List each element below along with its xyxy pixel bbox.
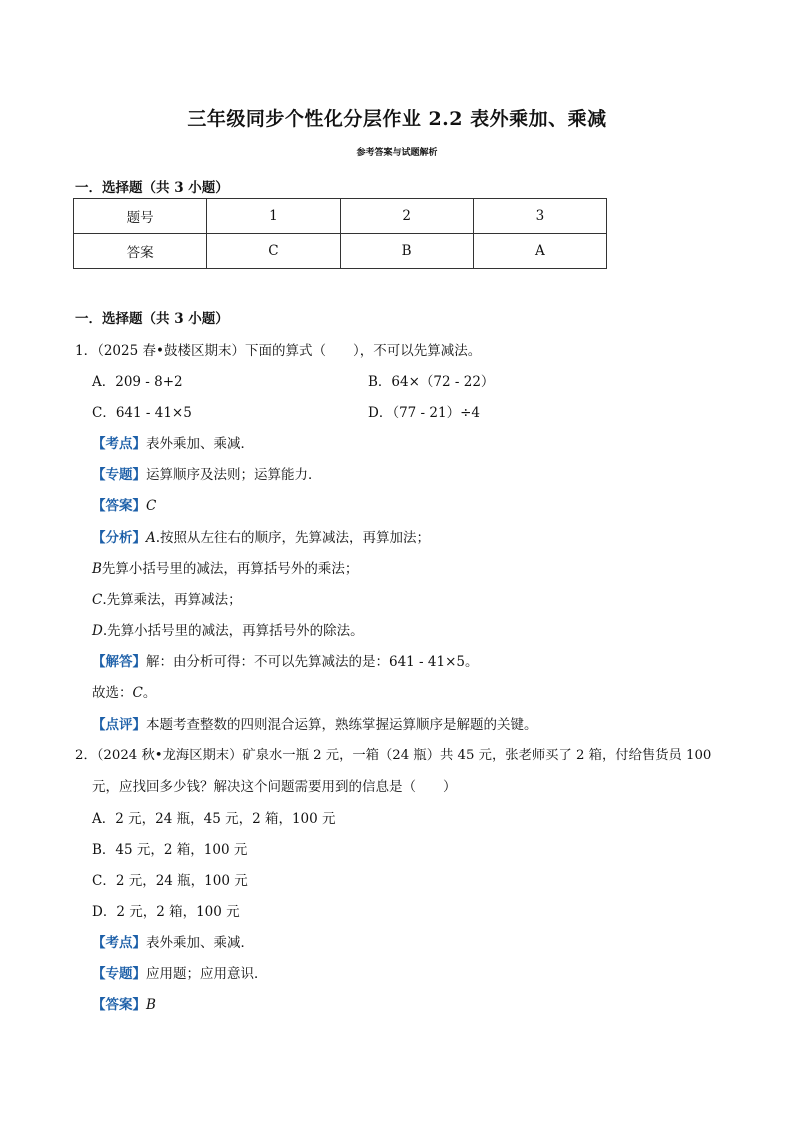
q1-option-a: A．209 - 8+2: [92, 374, 183, 390]
q1-guxuan: [92, 681, 156, 701]
fenxi-text-a: .按照从左往右的顺序，先算减法，再算加法；: [155, 530, 431, 546]
q1-zhuanti: [92, 463, 322, 483]
guxuan-prefix: 故选：: [92, 685, 133, 701]
answer-tag: 【答案】: [92, 498, 146, 514]
table-cell: C: [207, 234, 340, 269]
table-cell: 3: [473, 199, 606, 234]
section-heading-solutions: 一．选择题（共 3 小题）: [75, 311, 229, 327]
q1-fenxi-c: [92, 588, 242, 608]
q2-option-d: D．2 元，2 箱，100 元: [92, 904, 240, 920]
question-1-stem: 1．（2025 春•鼓楼区期末）下面的算式（ ），不可以先算减法。: [75, 343, 482, 359]
q1-answer: [92, 494, 156, 514]
q2-option-c: C．2 元，24 瓶，100 元: [92, 873, 248, 889]
q1-fenxi: [92, 526, 430, 546]
zhuanti-text: 应用题；应用意识．: [146, 966, 268, 982]
answer-text: C: [146, 498, 157, 514]
section-heading-answer-key: 一．选择题（共 3 小题）: [75, 180, 229, 196]
q2-answer: [92, 993, 156, 1013]
fenxi-text-b: 先算小括号里的减法，再算括号外的乘法；: [101, 561, 359, 577]
fenxi-text-d: .先算小括号里的减法，再算括号外的除法。: [102, 623, 364, 639]
question-2-stem-line2: 元，应找回多少钱？解决这个问题需要用到的信息是（ ）: [92, 779, 457, 795]
fenxi-letter-c: C: [92, 592, 103, 608]
kaodian-text: 表外乘加、乘减．: [146, 436, 254, 452]
q1-fenxi-b: [92, 557, 358, 577]
fenxi-letter-b: B: [92, 561, 102, 577]
kaodian-text: 表外乘加、乘减．: [146, 935, 254, 951]
q2-option-b: B．45 元，2 箱，100 元: [92, 842, 248, 858]
jieda-text: 解：由分析可得：不可以先算减法的是：641 - 41×5。: [146, 654, 479, 670]
page-title: 三年级同步个性化分层作业 2.2 表外乘加、乘减: [187, 108, 607, 130]
q1-kaodian: [92, 432, 254, 452]
q1-option-d: D．（77 - 21）÷4: [368, 405, 480, 421]
page-subtitle: 参考答案与试题解析: [356, 148, 438, 158]
table-cell: 1: [207, 199, 340, 234]
answer-table: [73, 198, 607, 269]
guxuan-letter: C: [132, 685, 143, 701]
fenxi-letter-a: A: [146, 530, 156, 546]
q1-option-c: C．641 - 41×5: [92, 405, 192, 421]
q2-zhuanti: [92, 962, 268, 982]
kaodian-tag: 【考点】: [92, 935, 146, 951]
table-cell: B: [340, 234, 473, 269]
table-cell: A: [473, 234, 606, 269]
table-cell: 答案: [74, 234, 207, 269]
jieda-tag: 【解答】: [92, 654, 146, 670]
answer-tag: 【答案】: [92, 997, 146, 1013]
answer-text: B: [146, 997, 156, 1013]
table-cell: 2: [340, 199, 473, 234]
zhuanti-text: 运算顺序及法则；运算能力．: [146, 467, 322, 483]
q1-jieda: [92, 650, 479, 670]
q1-fenxi-d: [92, 619, 364, 639]
table-row: [74, 234, 607, 269]
fenxi-text-c: .先算乘法，再算减法；: [102, 592, 242, 608]
table-cell: 题号: [74, 199, 207, 234]
table-row: [74, 199, 607, 234]
fenxi-tag: 【分析】: [92, 530, 146, 546]
q2-kaodian: [92, 931, 254, 951]
dianping-tag: 【点评】: [92, 717, 146, 733]
q2-option-a: A．2 元，24 瓶，45 元，2 箱，100 元: [92, 811, 336, 827]
zhuanti-tag: 【专题】: [92, 467, 146, 483]
guxuan-suffix: 。: [142, 685, 157, 701]
q1-dianping: [92, 713, 538, 733]
q1-option-b: B．64×（72 - 22）: [368, 374, 495, 390]
zhuanti-tag: 【专题】: [92, 966, 146, 982]
kaodian-tag: 【考点】: [92, 436, 146, 452]
question-2-stem-line1: 2．（2024 秋•龙海区期末）矿泉水一瓶 2 元，一箱（24 瓶）共 45 元，张老师买了 2 箱，付给售货员 100: [75, 748, 712, 763]
dianping-text: 本题考查整数的四则混合运算，熟练掌握运算顺序是解题的关键。: [146, 717, 538, 733]
fenxi-letter-d: D: [92, 623, 103, 639]
